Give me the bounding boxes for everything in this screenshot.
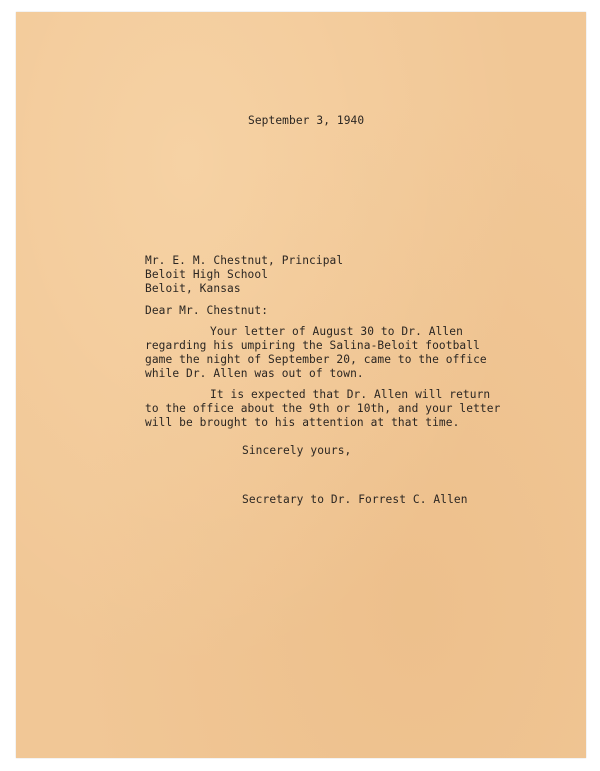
paragraph-2-line-3: will be brought to his attention at that time.	[145, 416, 460, 429]
closing: Sincerely yours,	[242, 444, 352, 457]
paragraph-1-line-2: regarding his umpiring the Salina-Beloit football	[145, 339, 480, 352]
paragraph-1-line-3: game the night of September 20, came to the office	[145, 353, 487, 366]
addressee-line-3: Beloit, Kansas	[145, 282, 241, 295]
addressee-line-1: Mr. E. M. Chestnut, Principal	[145, 254, 344, 267]
paragraph-1-line-4: while Dr. Allen was out of town.	[145, 367, 364, 380]
letter-date: September 3, 1940	[248, 114, 365, 127]
signature-line: Secretary to Dr. Forrest C. Allen	[242, 493, 468, 506]
salutation: Dear Mr. Chestnut:	[145, 304, 269, 317]
paragraph-2-line-2: to the office about the 9th or 10th, and your letter	[145, 402, 501, 415]
paragraph-1-line-1: Your letter of August 30 to Dr. Allen	[210, 325, 463, 338]
letter-page	[16, 12, 586, 758]
paragraph-2-line-1: It is expected that Dr. Allen will return	[210, 388, 491, 401]
addressee-line-2: Beloit High School	[145, 268, 269, 281]
